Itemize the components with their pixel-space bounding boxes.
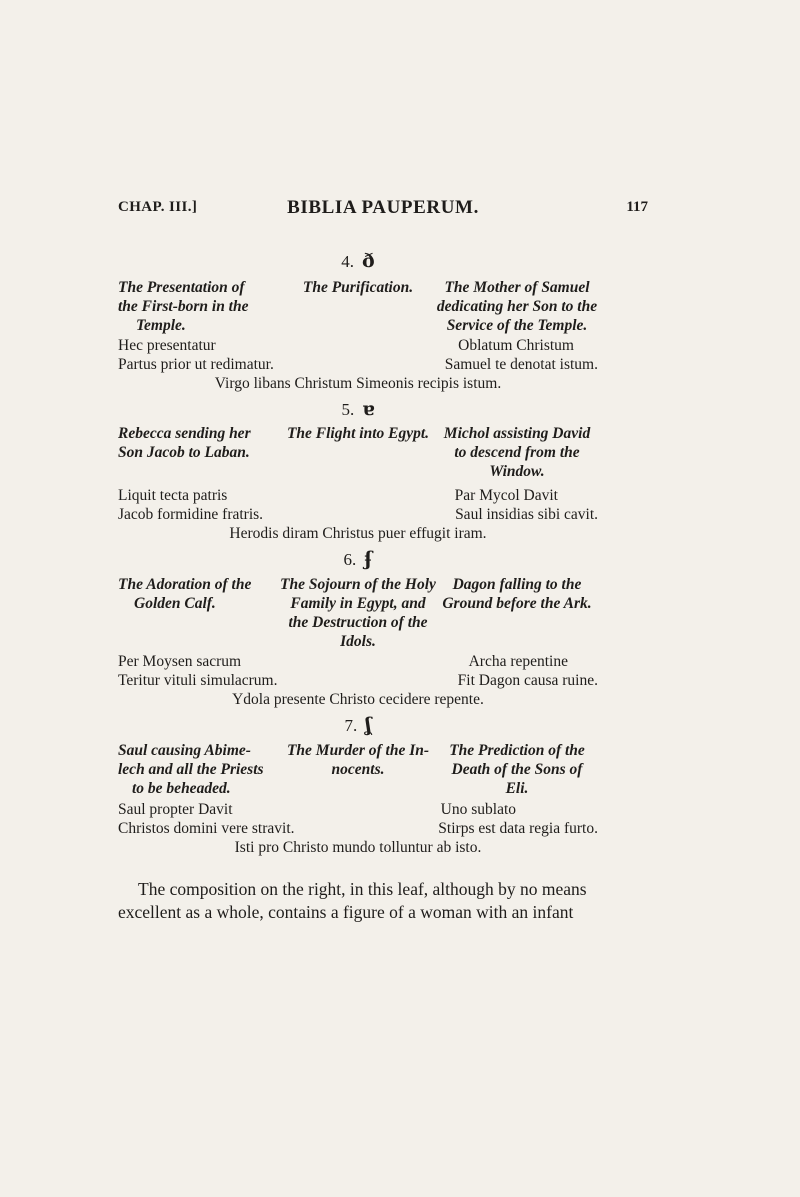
verse-right: Oblatum Christum Samuel te denotat istum. [444, 337, 598, 373]
verse-right: Par Mycol Davit Saul insidias sibi cavit. [454, 487, 598, 523]
section-symbol: ɐ [362, 398, 375, 420]
center-title: The Purification. [302, 279, 414, 296]
right-title: Michol assisting David to descend from the Window. [443, 425, 591, 480]
book-title: BIBLIA PAUPERUM. [287, 197, 479, 218]
center-title: The Murder of the In- nocents. [286, 742, 430, 778]
left-title: Saul causing Abime- lech and all the Priests to be beheaded. [118, 742, 264, 797]
verse-center: Herodis diram Christus puer effugit iram. [229, 525, 487, 542]
verse-center: Ydola presente Christo cecidere repente. [232, 691, 484, 708]
left-title: The Presentation of the First-born in the Temple. [118, 279, 249, 334]
section-symbol: ʄ [364, 548, 373, 570]
section-symbol: ʆ [365, 714, 372, 736]
center-title: The Flight into Egypt. [286, 425, 430, 442]
chapter-label: CHAP. III.] [118, 199, 198, 215]
section-number: 4. [341, 252, 355, 271]
section-number: 7. [344, 716, 358, 735]
verse-left: Hec presentatur Partus prior ut redimatur. [118, 337, 274, 373]
verse-center: Isti pro Christo mundo tolluntur ab isto. [234, 839, 482, 856]
page-number: 117 [626, 199, 648, 215]
section-number: 5. [341, 400, 355, 419]
right-title: Dagon falling to the Ground before the Ark. [442, 576, 592, 612]
right-title: The Prediction of the Death of the Sons of Eli. [449, 742, 585, 797]
verse-right: Archa repentine Fit Dagon causa ruine. [457, 653, 598, 689]
right-title: The Mother of Samuel dedicating her Son to the Service of the Temple. [436, 279, 598, 334]
left-title: Rebecca sending her Son Jacob to Laban. [118, 425, 251, 461]
running-header [118, 199, 648, 223]
center-title: The Sojourn of the Holy Family in Egypt, and the Destruction of the Idols. [280, 576, 436, 650]
verse-center: Virgo libans Christum Simeonis recipis istum. [214, 375, 502, 392]
body-paragraph: The composition on the right, in this leaf, although by no means excellent as a whole, contains a figure of a woman with an infant [118, 879, 587, 922]
verse-left: Per Moysen sacrum Teritur vituli simulacrum. [118, 653, 278, 689]
verse-left: Liquit tecta patris Jacob formidine fratris. [118, 487, 264, 523]
section-symbol: ð [362, 250, 375, 272]
verse-left: Saul propter Davit Christos domini vere stravit. [118, 801, 295, 837]
left-title: The Adoration of the Golden Calf. [118, 576, 252, 612]
section-number: 6. [343, 550, 357, 569]
verse-right: Uno sublato Stirps est data regia furto. [438, 801, 598, 837]
